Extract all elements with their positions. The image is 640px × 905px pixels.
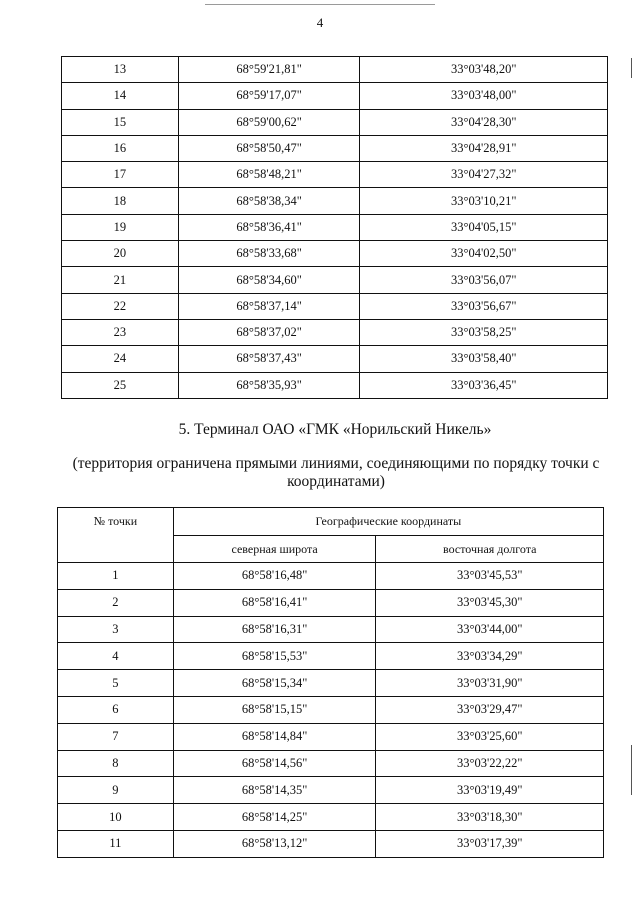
point-number-cell: 22 <box>62 293 179 319</box>
latitude-cell: 68°59'17,07" <box>178 83 360 109</box>
longitude-cell: 33°03'25,60" <box>376 723 604 750</box>
table-row <box>62 319 608 345</box>
latitude-cell: 68°58'33,68" <box>178 241 360 267</box>
table-row <box>58 750 604 777</box>
longitude-cell: 33°03'58,40" <box>360 346 608 372</box>
table-row <box>62 162 608 188</box>
geo-coords-header: Географические координаты <box>173 508 603 536</box>
longitude-cell: 33°04'05,15" <box>360 214 608 240</box>
latitude-cell: 68°58'37,02" <box>178 319 360 345</box>
latitude-cell: 68°58'16,31" <box>173 616 376 643</box>
longitude-cell: 33°03'58,25" <box>360 319 608 345</box>
east-longitude-header: восточная долгота <box>376 536 604 563</box>
point-number-cell: 23 <box>62 319 179 345</box>
point-number-cell: 4 <box>58 643 174 670</box>
latitude-cell: 68°58'15,53" <box>173 643 376 670</box>
point-number-cell: 16 <box>62 135 179 161</box>
point-number-cell: 13 <box>62 57 179 83</box>
latitude-cell: 68°58'48,21" <box>178 162 360 188</box>
latitude-cell: 68°58'38,34" <box>178 188 360 214</box>
header-row <box>58 508 604 536</box>
point-number-cell: 5 <box>58 670 174 697</box>
table-row <box>62 346 608 372</box>
table-row <box>62 83 608 109</box>
table-row <box>58 563 604 590</box>
point-number-cell: 14 <box>62 83 179 109</box>
longitude-cell: 33°03'48,20" <box>360 57 608 83</box>
point-number-cell: 10 <box>58 804 174 831</box>
latitude-cell: 68°58'15,34" <box>173 670 376 697</box>
longitude-cell: 33°03'45,30" <box>376 589 604 616</box>
table-row <box>62 135 608 161</box>
point-number-cell: 2 <box>58 589 174 616</box>
point-number-cell: 15 <box>62 109 179 135</box>
longitude-cell: 33°04'27,32" <box>360 162 608 188</box>
longitude-cell: 33°03'29,47" <box>376 696 604 723</box>
point-number-cell: 17 <box>62 162 179 188</box>
section-note: (территория ограничена прямыми линиями, соединяющими по порядку точки с координатами) <box>72 455 600 490</box>
section-title: 5. Терминал ОАО «ГМК «Норильский Никель» <box>178 421 492 438</box>
longitude-cell: 33°03'31,90" <box>376 670 604 697</box>
table-row <box>62 57 608 83</box>
table-row <box>62 372 608 398</box>
longitude-cell: 33°03'17,39" <box>376 830 604 857</box>
latitude-cell: 68°59'21,81" <box>178 57 360 83</box>
longitude-cell: 33°03'36,45" <box>360 372 608 398</box>
point-number-cell: 3 <box>58 616 174 643</box>
point-number-cell: 25 <box>62 372 179 398</box>
page-number: 4 <box>316 15 324 30</box>
longitude-cell: 33°03'34,29" <box>376 643 604 670</box>
longitude-cell: 33°03'19,49" <box>376 777 604 804</box>
table-row <box>58 643 604 670</box>
latitude-cell: 68°58'36,41" <box>178 214 360 240</box>
point-number-cell: 7 <box>58 723 174 750</box>
longitude-cell: 33°03'18,30" <box>376 804 604 831</box>
point-number-cell: 19 <box>62 214 179 240</box>
point-number-cell: 24 <box>62 346 179 372</box>
longitude-cell: 33°03'22,22" <box>376 750 604 777</box>
latitude-cell: 68°58'14,35" <box>173 777 376 804</box>
coordinates-table-continued <box>61 56 608 399</box>
longitude-cell: 33°03'44,00" <box>376 616 604 643</box>
table-row <box>58 777 604 804</box>
table-row <box>58 830 604 857</box>
point-number-cell: 18 <box>62 188 179 214</box>
longitude-cell: 33°04'28,30" <box>360 109 608 135</box>
latitude-cell: 68°59'00,62" <box>178 109 360 135</box>
latitude-cell: 68°58'16,41" <box>173 589 376 616</box>
longitude-cell: 33°04'28,91" <box>360 135 608 161</box>
table-row <box>62 214 608 240</box>
table-row <box>62 109 608 135</box>
latitude-cell: 68°58'37,14" <box>178 293 360 319</box>
latitude-cell: 68°58'35,93" <box>178 372 360 398</box>
latitude-cell: 68°58'14,56" <box>173 750 376 777</box>
table-row <box>58 804 604 831</box>
terminal-coordinates-table <box>57 507 604 858</box>
point-number-cell: 20 <box>62 241 179 267</box>
latitude-cell: 68°58'37,43" <box>178 346 360 372</box>
table-row <box>58 616 604 643</box>
latitude-cell: 68°58'14,84" <box>173 723 376 750</box>
latitude-cell: 68°58'14,25" <box>173 804 376 831</box>
north-latitude-header: северная широта <box>173 536 376 563</box>
table-header <box>58 508 604 563</box>
latitude-cell: 68°58'16,48" <box>173 563 376 590</box>
table-row <box>62 293 608 319</box>
table-body <box>62 57 608 399</box>
table-row <box>58 670 604 697</box>
edge-mark <box>631 745 632 795</box>
longitude-cell: 33°03'45,53" <box>376 563 604 590</box>
table-row <box>62 241 608 267</box>
longitude-cell: 33°03'48,00" <box>360 83 608 109</box>
latitude-cell: 68°58'50,47" <box>178 135 360 161</box>
longitude-cell: 33°03'56,07" <box>360 267 608 293</box>
point-number-cell: 9 <box>58 777 174 804</box>
longitude-cell: 33°03'10,21" <box>360 188 608 214</box>
top-rule <box>205 4 435 5</box>
table-row <box>58 723 604 750</box>
point-number-cell: 6 <box>58 696 174 723</box>
table-body <box>58 563 604 858</box>
longitude-cell: 33°03'56,67" <box>360 293 608 319</box>
edge-mark <box>631 58 632 78</box>
point-number-cell: 8 <box>58 750 174 777</box>
latitude-cell: 68°58'15,15" <box>173 696 376 723</box>
latitude-cell: 68°58'34,60" <box>178 267 360 293</box>
longitude-cell: 33°04'02,50" <box>360 241 608 267</box>
table-row <box>62 267 608 293</box>
table-row <box>58 589 604 616</box>
point-number-cell: 1 <box>58 563 174 590</box>
point-number-header: № точки <box>58 508 174 563</box>
latitude-cell: 68°58'13,12" <box>173 830 376 857</box>
point-number-cell: 11 <box>58 830 174 857</box>
table-row <box>58 696 604 723</box>
point-number-cell: 21 <box>62 267 179 293</box>
table-row <box>62 188 608 214</box>
